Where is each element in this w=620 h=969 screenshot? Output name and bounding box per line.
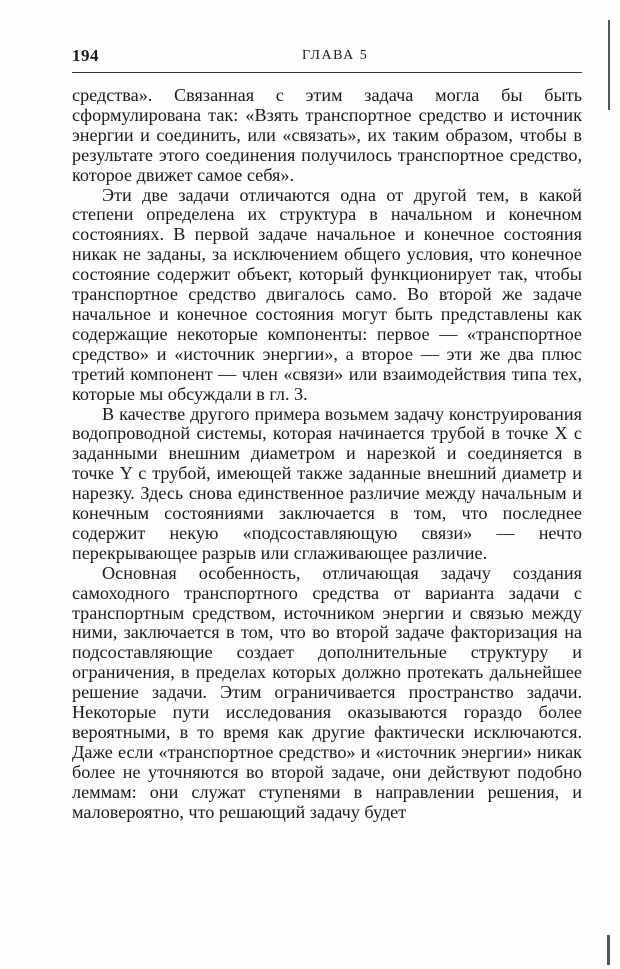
paragraph-4: Основная особенность, отличающая задачу создания самоходного транспортного средства от варианта задачи с транспортным средством, источником энергии и связью между ними, заключается в том, что во второй задаче факторизация на подсоставляющие создает дополнительные структуру и ограничения, в пределах которых должно протекать дальнейшее решение задачи. Этим ограничивается пространство задачи. Некоторые пути исследования оказываются гораздо более вероятными, в то время как другие фактически исключаются. Даже если «транспортное средство» и «источник энергии» никак более не уточняются во второй задаче, они действуют подобно леммам: они служат ступенями в направлении решения, и маловероятно, что решающий задачу будет	[72, 562, 582, 822]
paragraph-3: В качестве другого примера возьмем задачу конструирования водопроводной системы, которая начинается трубой в точке X с заданными внешним диаметром и нарезкой и соединяется в точке Y с трубой, имеющей также заданные внешний диаметр и нарезку. Здесь снова единственное различие между начальным и конечным состояниями заключается в том, что последнее содержит некую «подсоставляющую связи» — нечто перекрывающее разрыв или сглаживающее различие.	[72, 403, 582, 563]
paragraph-1: средства». Связанная с этим задача могла бы быть сформулирована так: «Взять транспортное средство и источник энергии и соединить, или «связать», их таким образом, чтобы в результате этого соединения получилось транспортное средство, которое движет самое себя».	[72, 85, 582, 185]
paragraph-2: Эти две задачи отличаются одна от другой тем, в какой степени определена их структура в начальном и конечном состояниях. В первой задаче начальное и конечное состояния никак не заданы, за исключением общего условия, что конечное состояние содержит объект, который функционирует так, чтобы транспортное средство двигалось само. Во второй же задаче начальное и конечное состояния могут быть представлены как содержащие некоторые компоненты: первое — «транспортное средство» и «источник энергии», а второе — эти же два плюс третий компонент — член «связи» или взаимодействия типа тех, которые мы обсуждали в гл. 3.	[72, 184, 582, 404]
scan-edge-mark-bottom	[607, 935, 610, 965]
page-header	[72, 46, 582, 72]
header-rule	[72, 72, 582, 73]
scan-edge-mark-top	[608, 20, 610, 110]
page-number: 194	[72, 46, 99, 65]
body-text	[72, 86, 582, 823]
running-head: ГЛАВА 5	[302, 48, 369, 63]
